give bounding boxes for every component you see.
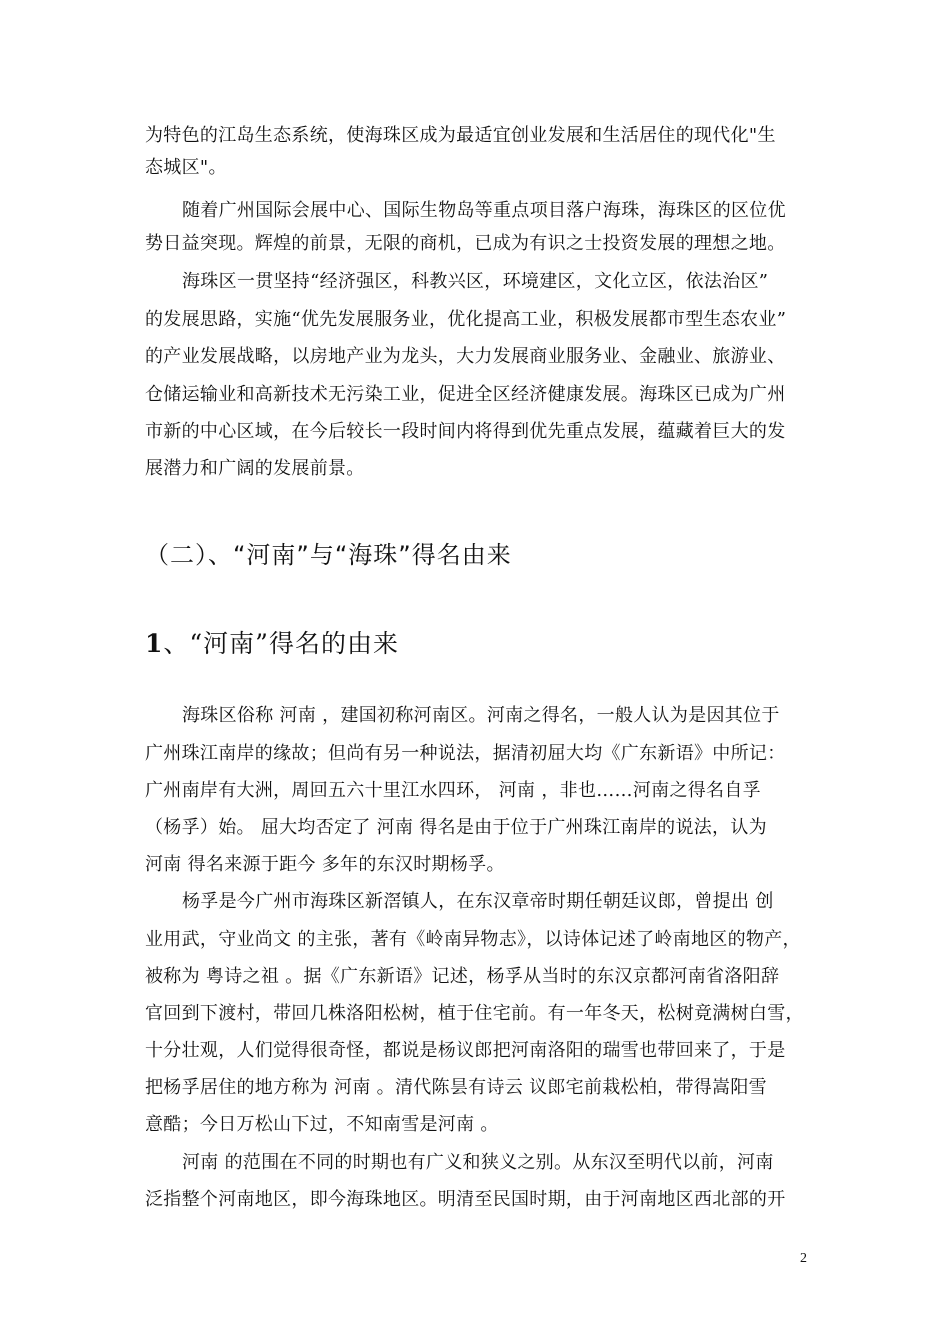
text-line: 海珠区一贯坚持“经济强区，科教兴区，环境建区，文化立区，依法治区” bbox=[182, 271, 769, 292]
text-line: 态城区"。 bbox=[145, 157, 227, 178]
subsection-heading bbox=[145, 628, 399, 660]
text-line: 泛指整个河南地区，即今海珠地区。明清至民国时期，由于河南地区西北部的开 bbox=[145, 1189, 786, 1210]
text-line: 被称为 粤诗之祖 。据《广东新语》记述，杨孚从当时的东汉京都河南省洛阳辞 bbox=[145, 966, 780, 987]
section-heading: （二）、“河南”与“海珠”得名由来 bbox=[145, 541, 512, 569]
text-line: 广州珠江南岸的缘故；但尚有另一种说法，据清初屈大均《广东新语》中所记： bbox=[145, 743, 786, 764]
text-line: 的发展思路，实施“优先发展服务业，优化提高工业，积极发展都市型生态农业” bbox=[145, 309, 787, 330]
text-line: 海珠区俗称 河南 ，建国初称河南区。河南之得名，一般人认为是因其位于 bbox=[182, 705, 780, 726]
text-line: 随着广州国际会展中心、国际生物岛等重点项目落户海珠，海珠区的区位优 bbox=[182, 200, 786, 221]
text-line: 广州南岸有大洲，周回五六十里江水四环， 河南 ，非也……河南之得名自孚 bbox=[145, 780, 761, 801]
subsection-number: 1 bbox=[145, 629, 164, 658]
text-line: （杨孚）始。 屈大均否定了 河南 得名是由于位于广州珠江南岸的说法，认为 bbox=[145, 817, 767, 838]
text-line: 杨孚是今广州市海珠区新滘镇人，在东汉章帝时期任朝廷议郎，曾提出 创 bbox=[182, 891, 774, 912]
text-line: 展潜力和广阔的发展前景。 bbox=[145, 458, 365, 479]
text-line: 势日益突现。辉煌的前景，无限的商机，已成为有识之士投资发展的理想之地。 bbox=[145, 233, 786, 254]
text-line: 市新的中心区域，在今后较长一段时间内将得到优先重点发展，蕴藏着巨大的发 bbox=[145, 421, 786, 442]
text-line: 十分壮观，人们觉得很奇怪，都说是杨议郎把河南洛阳的瑞雪也带回来了，于是 bbox=[145, 1040, 786, 1061]
text-line: 官回到下渡村，带回几株洛阳松树，植于住宅前。有一年冬天，松树竟满树白雪， bbox=[145, 1003, 804, 1024]
text-line: 业用武，守业尚文 的主张，著有《岭南异物志》，以诗体记述了岭南地区的物产， bbox=[145, 929, 801, 950]
subsection-title: 、“河南”得名的由来 bbox=[163, 629, 399, 658]
text-line: 把杨孚居住的地方称为 河南 。清代陈昙有诗云 议郎宅前栽松柏，带得嵩阳雪 bbox=[145, 1077, 767, 1098]
text-line: 河南 的范围在不同的时期也有广义和狭义之别。从东汉至明代以前，河南 bbox=[182, 1152, 774, 1173]
text-line: 河南 得名来源于距今 多年的东汉时期杨孚。 bbox=[145, 854, 505, 875]
text-line: 仓储运输业和高新技术无污染工业，促进全区经济健康发展。海珠区已成为广州 bbox=[145, 384, 786, 405]
page-number: 2 bbox=[800, 1251, 807, 1266]
text-line: 的产业发展战略，以房地产业为龙头，大力发展商业服务业、金融业、旅游业、 bbox=[145, 346, 786, 367]
text-line: 意酷；今日万松山下过，不知南雪是河南 。 bbox=[145, 1114, 499, 1135]
text-line: 为特色的江岛生态系统，使海珠区成为最适宜创业发展和生活居住的现代化"生 bbox=[145, 125, 776, 146]
